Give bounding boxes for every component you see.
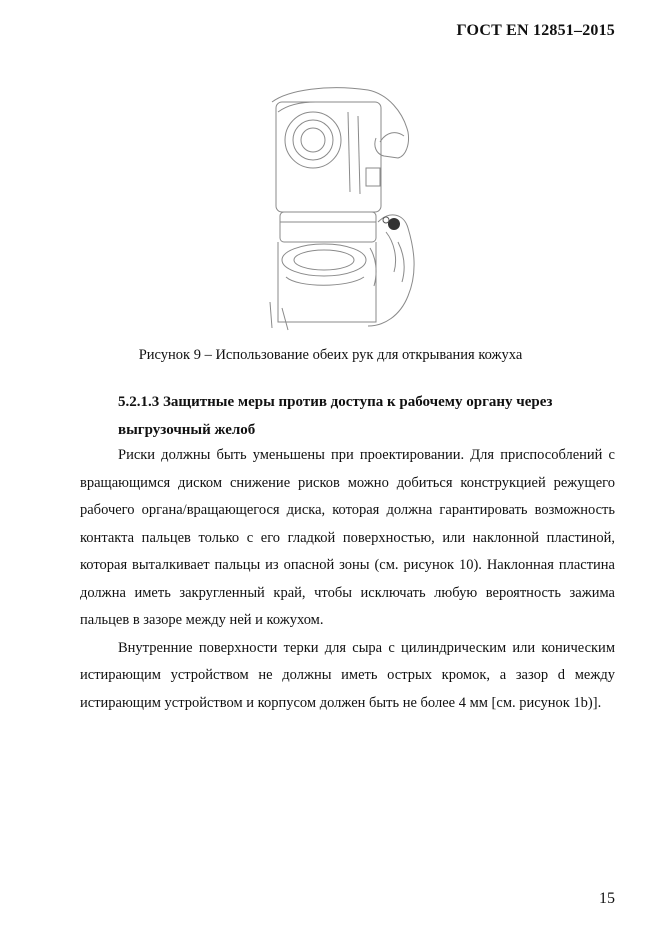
figure-caption: Рисунок 9 – Использование обеих рук для открывания кожуха xyxy=(138,347,523,363)
appliance-hands-drawing xyxy=(258,72,434,334)
paragraph: Внутренние поверхности терки для сыра с цилиндрическим или коническим истирающим устройством не должны иметь острых кромок, а зазор d между истирающим устройством и корпусом должен быть не более 4 мм [см. рисунок 1b)]. xyxy=(80,639,615,711)
section-heading: 5.2.1.3 Защитные меры против доступа к рабочему органу через выгрузочный желоб xyxy=(118,394,553,438)
document-header: ГОСТ EN 12851–2015 xyxy=(456,22,615,39)
section-body xyxy=(80,442,615,717)
page-number: 15 xyxy=(599,890,615,907)
paragraph: Риски должны быть уменьшены при проектировании. Для приспособлений с вращающимся диском снижение рисков можно добиться конструкцией режущего рабочего органа/вращающегося диска, которая должна гарантировать возможность контакта пальцев только с его гладкой поверхностью, или наклонной пластиной, которая выталкивает пальцы из опасной зоны (см. рисунок 10). Наклонная пластина должна иметь закругленный край, чтобы исключать любую вероятность зажима пальцев в зазоре между ней и кожухом. xyxy=(80,447,615,628)
figure-illustration xyxy=(258,72,434,334)
